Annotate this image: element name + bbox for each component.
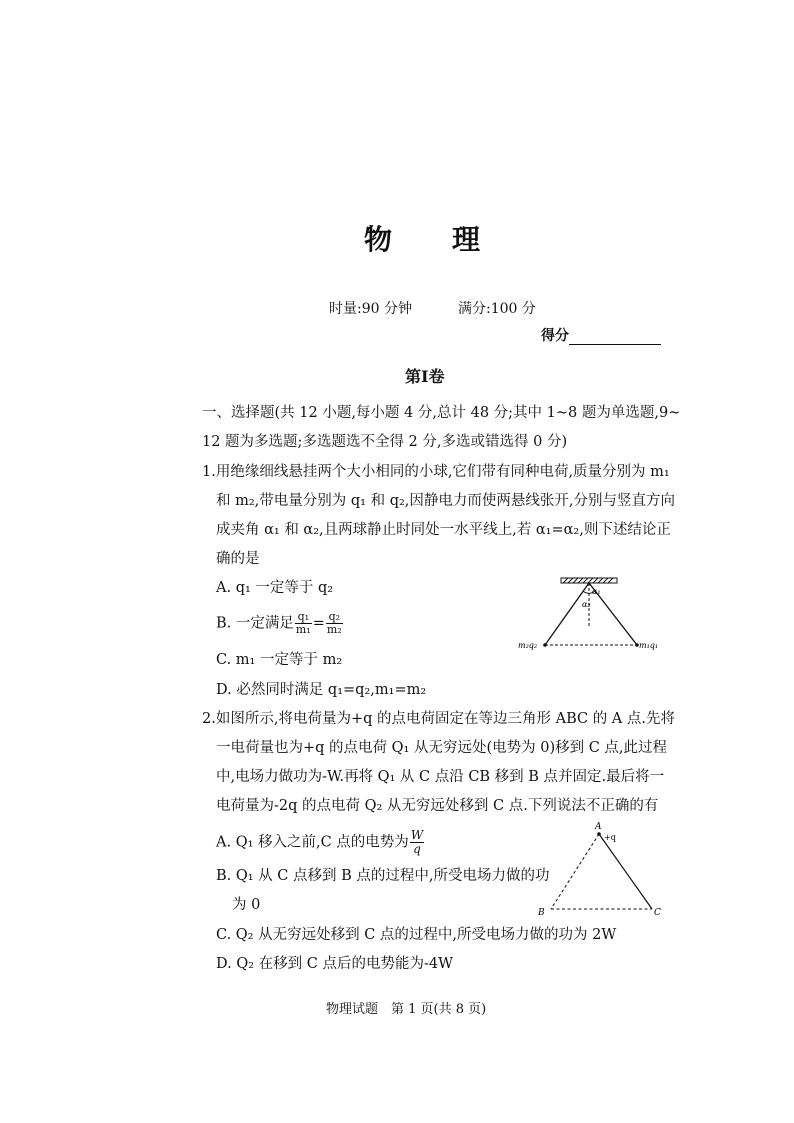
q1-option-b-prefix: B. 一定满足	[216, 615, 294, 632]
time-info: 时量:90 分钟	[329, 301, 412, 317]
point-a	[597, 832, 601, 836]
q2-option-a-frac	[410, 829, 424, 856]
equals-sign: =	[312, 615, 325, 632]
q1-option-b-frac2	[326, 611, 343, 636]
score-blank	[569, 330, 661, 345]
frac-denominator: m₂	[326, 623, 342, 637]
label-c: C	[654, 908, 661, 918]
frac-numerator: W	[410, 828, 424, 842]
page-footer: 物理试题 第 1 页(共 8 页)	[326, 1002, 487, 1017]
q2-line4: 电荷量为-2q 的点电荷 Q₂ 从无穷远处移到 C 点.下列说法不正确的有	[216, 798, 659, 814]
score-label: 得分	[541, 328, 569, 344]
label-alpha1: α₁	[592, 587, 601, 596]
label-a: A	[595, 822, 602, 832]
frac-denominator: m₁	[295, 623, 311, 637]
q1-line1: 1.用绝缘细线悬挂两个大小相同的小球,它们带有同种电荷,质量分别为 m₁	[202, 464, 670, 480]
triangle-side-ab	[551, 834, 599, 909]
title-char-2: 理	[452, 223, 481, 256]
q2-option-d: D. Q₂ 在移到 C 点后的电势能为-4W	[216, 956, 453, 972]
q1-line4: 确的是	[216, 551, 260, 567]
q2-option-a-prefix: A. Q₁ 移入之前,C 点的电势为	[216, 834, 409, 851]
label-b: B	[538, 908, 545, 918]
q2-line2: 一电荷量也为+q 的点电荷 Q₁ 从无穷远处(电势为 0)移到 C 点,此过程	[216, 740, 668, 756]
q1-option-b-frac1	[295, 611, 312, 636]
section-instructions-line2: 12 题为多选题;多选题选不全得 2 分,多选或错选得 0 分)	[202, 434, 568, 450]
q1-pendulum-figure	[515, 574, 665, 656]
triangle-side-ac	[599, 834, 652, 909]
title-char-1: 物	[364, 223, 393, 256]
section-instructions-line1: 一、选择题(共 12 小题,每小题 4 分,总计 48 分;其中 1~8 题为单选题,9~	[202, 405, 681, 421]
q1-option-c: C. m₁ 一定等于 m₂	[216, 652, 343, 668]
label-alpha2: α₂	[582, 600, 591, 609]
frac-numerator: q₂	[326, 611, 343, 624]
q1-option-d: D. 必然同时满足 q₁=q₂,m₁=m₂	[216, 682, 427, 698]
q1-option-b	[216, 611, 344, 636]
q2-option-b-line2: 为 0	[232, 897, 261, 913]
ball-left	[543, 643, 547, 647]
q1-line3: 成夹角 α₁ 和 α₂,且两球静止时同处一水平线上,若 α₁=α₂,则下述结论正	[216, 522, 671, 538]
score-field	[541, 325, 661, 345]
label-left-ball: m₂q₂	[518, 641, 538, 650]
left-thread	[545, 583, 589, 645]
q2-line3: 中,电场力做功为-W.再将 Q₁ 从 C 点沿 CB 移到 B 点并固定.最后将一	[216, 769, 665, 785]
q1-line2: 和 m₂,带电量分别为 q₁ 和 q₂,因静电力而使两悬线张开,分别与竖直方向	[216, 493, 676, 509]
q1-option-a: A. q₁ 一定等于 q₂	[216, 580, 334, 596]
label-right-ball: m₁q₁	[639, 641, 659, 650]
ceiling-hatch	[561, 578, 617, 583]
q2-option-c: C. Q₂ 从无穷远处移到 C 点的过程中,所受电场力做的功为 2W	[216, 927, 617, 943]
q2-option-a	[216, 829, 425, 856]
label-charge: +q	[604, 833, 616, 842]
score-info: 满分:100 分	[458, 301, 536, 317]
q2-line1: 2.如图所示,将电荷量为+q 的点电荷固定在等边三角形 ABC 的 A 点.先将	[202, 711, 675, 727]
q2-triangle-figure	[534, 818, 669, 924]
frac-denominator: q	[413, 842, 421, 857]
q2-option-b-line1: B. Q₁ 从 C 点移到 B 点的过程中,所受电场力做的功	[216, 868, 550, 884]
volume-heading: 第Ⅰ卷	[405, 367, 445, 386]
frac-numerator: q₁	[295, 611, 312, 624]
